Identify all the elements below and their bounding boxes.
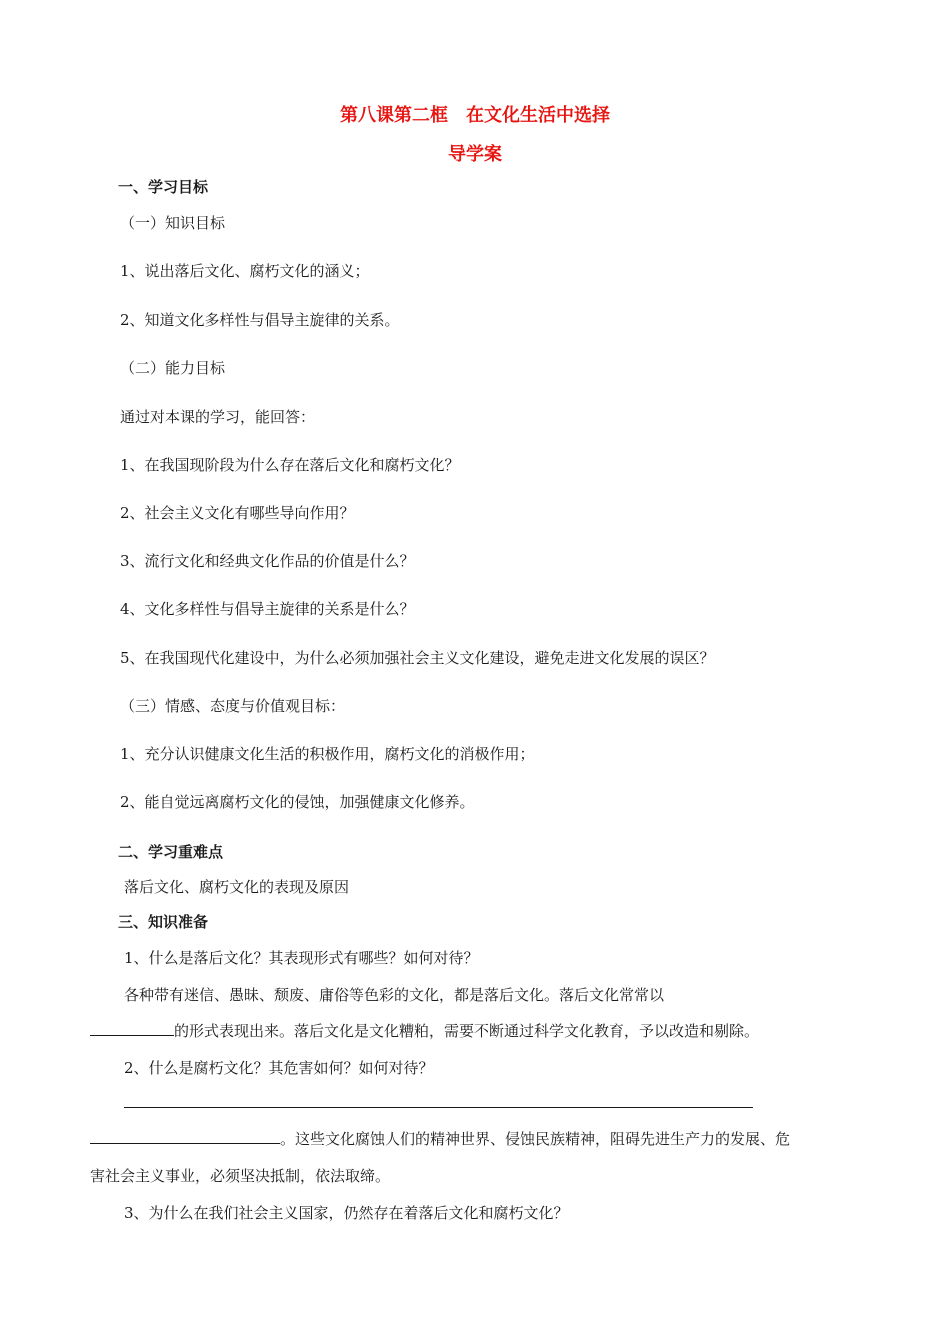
fill-in-blank[interactable] — [124, 1107, 753, 1108]
ability-item: 3、流行文化和经典文化作品的价值是什么？ — [120, 552, 415, 570]
ability-item: 2、社会主义文化有哪些导向作用？ — [120, 504, 355, 522]
section-heading-keypoints: 二、学习重难点 — [118, 843, 224, 861]
emotion-objectives-label: （三）情感、态度与价值观目标： — [120, 697, 346, 715]
ability-intro: 通过对本课的学习，能回答： — [120, 408, 316, 426]
knowledge-item: 2、知道文化多样性与倡导主旋律的关系。 — [120, 311, 400, 329]
ability-objectives-label: （二）能力目标 — [120, 359, 226, 377]
section-heading-preparation: 三、知识准备 — [118, 913, 209, 931]
question-2: 2、什么是腐朽文化？其危害如何？如何对待？ — [124, 1059, 434, 1077]
answer-1-line: 各种带有迷信、愚昧、颓废、庸俗等色彩的文化，都是落后文化。落后文化常常以 — [124, 986, 665, 1004]
page-subtitle: 导学案 — [448, 144, 502, 165]
question-1: 1、什么是落后文化？其表现形式有哪些？如何对待？ — [124, 949, 479, 967]
knowledge-item: 1、说出落后文化、腐朽文化的涵义； — [120, 262, 370, 280]
knowledge-objectives-label: （一）知识目标 — [120, 214, 226, 232]
answer-2-text: 。这些文化腐蚀人们的精神世界、侵蚀民族精神，阻碍先进生产力的发展、危 — [280, 1130, 791, 1148]
emotion-item: 2、能自觉远离腐朽文化的侵蚀，加强健康文化修养。 — [120, 793, 475, 811]
answer-2-line-3: 害社会主义事业，必须坚决抵制，依法取缔。 — [90, 1167, 391, 1185]
question-3: 3、为什么在我们社会主义国家，仍然存在着落后文化和腐朽文化？ — [124, 1204, 569, 1222]
fill-in-blank[interactable] — [90, 1129, 280, 1144]
ability-item: 5、在我国现代化建设中，为什么必须加强社会主义文化建设，避免走进文化发展的误区？ — [120, 649, 715, 667]
fill-in-blank[interactable] — [90, 1021, 174, 1036]
answer-1-text: 的形式表现出来。落后文化是文化糟粕，需要不断通过科学文化教育，予以改造和剔除。 — [174, 1022, 760, 1040]
ability-item: 1、在我国现阶段为什么存在落后文化和腐朽文化？ — [120, 456, 460, 474]
answer-1-line-2 — [90, 1021, 759, 1041]
page-title: 第八课第二框 在文化生活中选择 — [340, 105, 610, 126]
emotion-item: 1、充分认识健康文化生活的积极作用，腐朽文化的消极作用； — [120, 745, 535, 763]
ability-item: 4、文化多样性与倡导主旋律的关系是什么？ — [120, 600, 415, 618]
keypoints-text: 落后文化、腐朽文化的表现及原因 — [124, 878, 350, 896]
section-heading-objectives: 一、学习目标 — [118, 178, 209, 196]
answer-2-line-2 — [90, 1129, 790, 1149]
